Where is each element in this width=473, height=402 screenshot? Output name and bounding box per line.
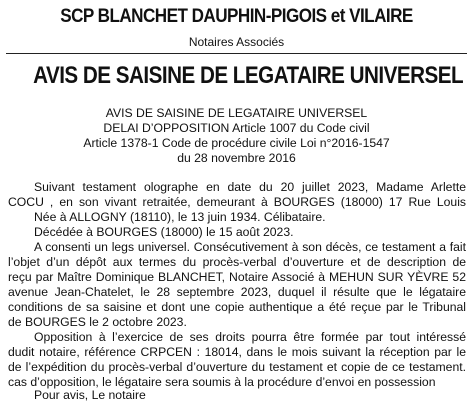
notice-title: AVIS DE SAISINE DE LEGATAIRE UNIVERSEL xyxy=(33,62,464,89)
body-line: avenue Jean-Chatelet, le 28 septembre 2023, duquel il résulte que le légataire xyxy=(8,285,466,299)
signature-line: Pour avis, Le notaire xyxy=(34,388,146,402)
body-line: de BOURGES le 2 octobre 2023. xyxy=(8,315,187,329)
caption-line: Article 1378-1 Code de procédure civile Loi n°2016-1547 xyxy=(83,136,390,150)
caption-line: du 28 novembre 2016 xyxy=(177,151,296,165)
body-line: conditions de sa saisine et dont une copie authentique a été reçue par le Tribunal xyxy=(8,300,466,314)
body-line: Opposition à l’exercice de ses droits pourra être formée par tout intéressé xyxy=(34,330,466,344)
caption-line: DELAI D’OPPOSITION Article 1007 du Code civil xyxy=(103,121,370,135)
body-line: reçu par Maître Dominique BLANCHET, Notaire Associé à MEHUN SUR YÈVRE 52 xyxy=(8,270,466,284)
firm-subtitle: Notaires Associés xyxy=(188,35,285,49)
firm-name: SCP BLANCHET DAUPHIN-PIGOIS et VILAIRE xyxy=(60,6,413,27)
body-line: Décédée à BOURGES (18000) le 15 août 2023. xyxy=(34,225,294,239)
body-line: cas d’opposition, le légataire sera soumis à la procédure d’envoi en possession xyxy=(8,375,436,389)
body-line: Née à ALLOGNY (18110), le 13 juin 1934. Célibataire. xyxy=(34,210,326,224)
body-line: Suivant testament olographe en date du 20 juillet 2023, Madame Arlette xyxy=(34,180,466,194)
body-line: COCU , en son vivant retraitée, demeurant à BOURGES (18000) 17 Rue Louis xyxy=(8,195,466,209)
body-line: A consenti un legs universel. Consécutivement à son décès, ce testament a fait xyxy=(34,240,466,254)
body-line: de l’expédition du procès-verbal d’ouverture du testament et copie de ce testament. xyxy=(8,360,466,374)
body-line: l’objet d’un dépôt aux termes du procès-verbal d’ouverture et de description de xyxy=(8,255,466,269)
body-line: dudit notaire, référence CRPCEN : 18014, dans le mois suivant la réception par le xyxy=(8,345,466,359)
divider-line xyxy=(6,53,467,54)
caption-line: AVIS DE SAISINE DE LEGATAIRE UNIVERSEL xyxy=(105,106,368,120)
